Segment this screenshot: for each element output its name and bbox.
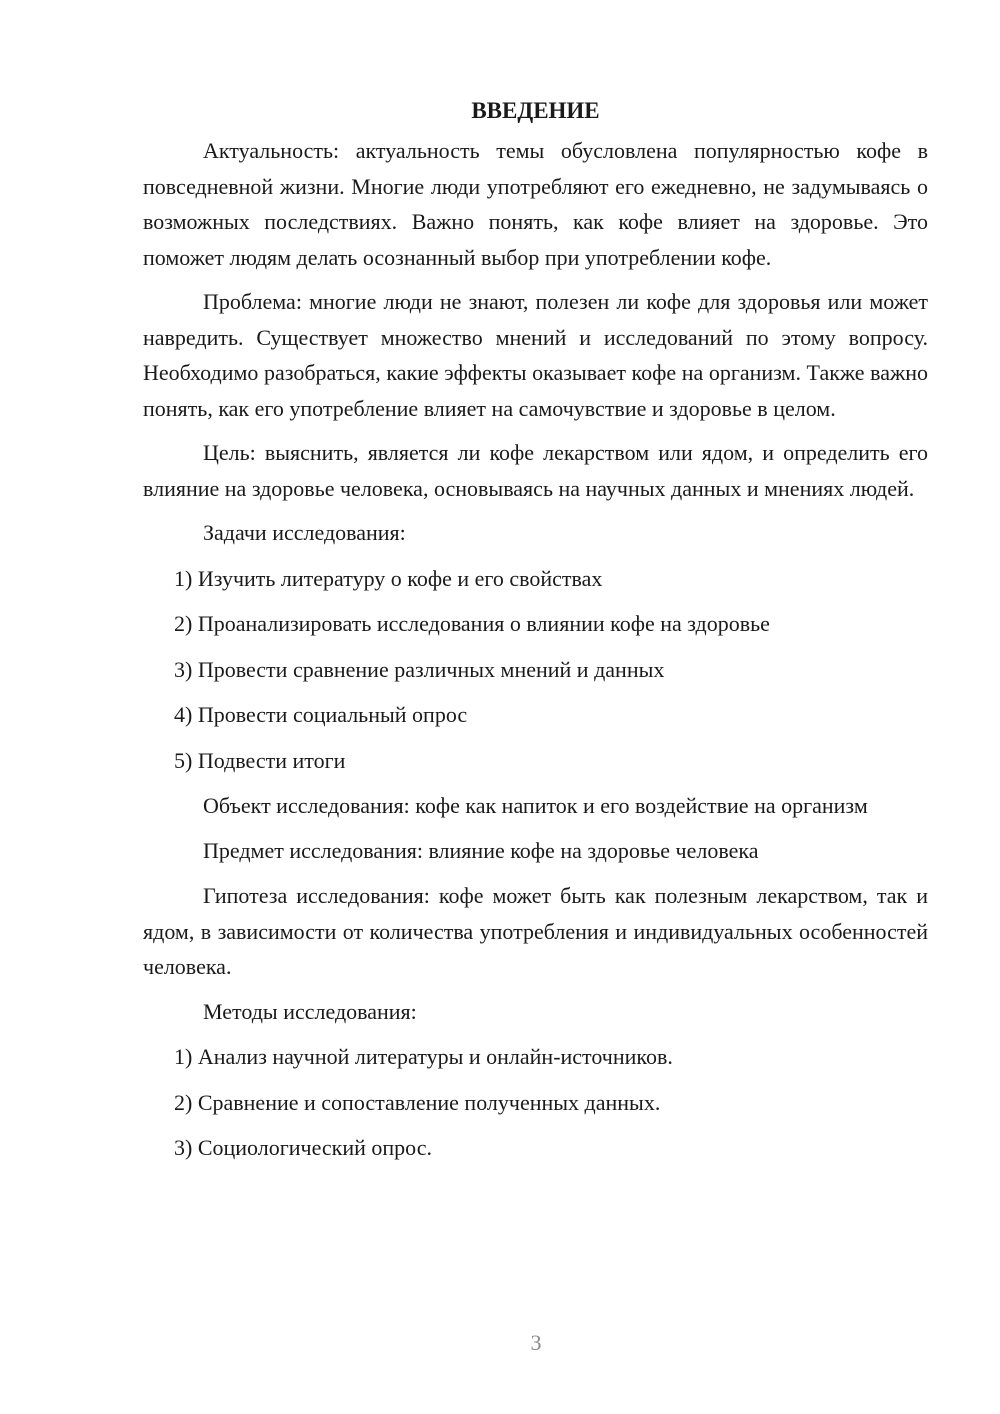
subject-paragraph: Предмет исследования: влияние кофе на здоровье человека [203, 837, 759, 863]
section-title: ВВЕДЕНИЕ [471, 98, 600, 123]
list-item: 2) Проанализировать исследования о влиянии кофе на здоровье [174, 611, 770, 636]
list-item: 1) Анализ научной литературы и онлайн-источников. [174, 1044, 673, 1069]
hypothesis-paragraph: Гипотеза исследования: кофе может быть как полезным лекарством, так и ядом, в зависимости от количества употребления и индивидуальных особенностей человека. [143, 883, 928, 979]
list-item: 3) Провести сравнение различных мнений и данных [174, 656, 665, 682]
methods-heading: Методы исследования: [203, 998, 417, 1024]
list-item: 3) Социологический опрос. [174, 1135, 432, 1160]
methods-list [143, 1039, 928, 1166]
list-item: 2) Сравнение и сопоставление полученных данных. [174, 1089, 661, 1115]
problem-paragraph: Проблема: многие люди не знают, полезен ли кофе для здоровья или может навредить. Существует множество мнений и исследований по этому вопросу. Необходимо разобраться, какие эффекты оказывает кофе на организм. Также важно понять, как его употребление влияет на самочувствие и здоровье в целом. [143, 289, 928, 421]
object-paragraph: Объект исследования: кофе как напиток и его воздействие на организм [203, 793, 868, 818]
goal-paragraph: Цель: выяснить, является ли кофе лекарством или ядом, и определить его влияние на здоровье человека, основываясь на научных данных и мнениях людей. [143, 440, 928, 501]
page-content [143, 94, 928, 1176]
list-item: 1) Изучить литературу о кофе и его свойствах [174, 565, 603, 591]
tasks-heading: Задачи исследования: [203, 520, 406, 545]
list-item: 4) Провести социальный опрос [174, 702, 468, 727]
relevance-paragraph: Актуальность: актуальность темы обусловлена популярностью кофе в повседневной жизни. Многие люди употребляют его ежедневно, не задумываясь о возможных последствиях. Важно понять, как кофе влияет на здоровье. Это поможет людям делать осознанный выбор при употреблении кофе. [143, 138, 928, 270]
tasks-list [143, 561, 928, 779]
page-number: 3 [530, 1330, 542, 1355]
list-item: 5) Подвести итоги [174, 747, 346, 773]
